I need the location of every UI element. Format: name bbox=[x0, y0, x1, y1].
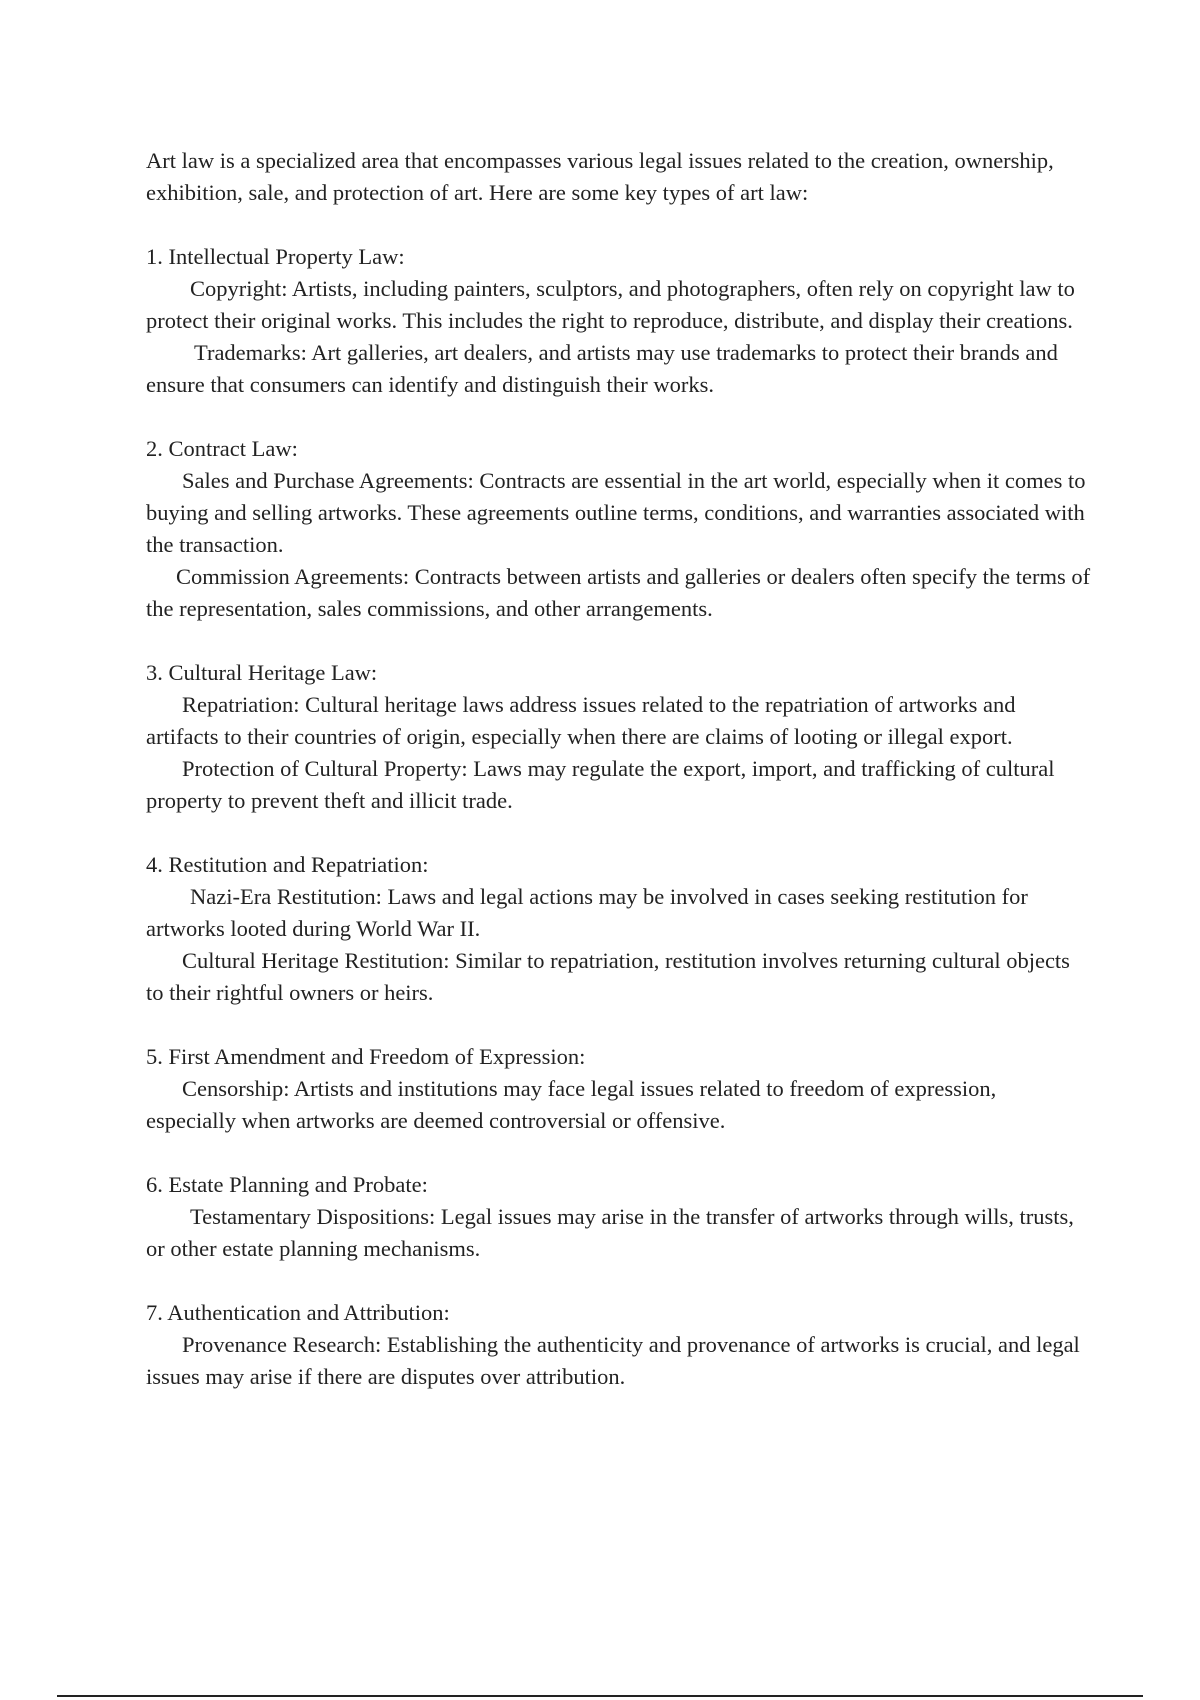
section-item: Repatriation: Cultural heritage laws address issues related to the repatriation of artworks and artifacts to their countries of origin, especially when there are claims of looting or illegal export. bbox=[146, 692, 1016, 749]
section-authentication-attribution bbox=[146, 1297, 1091, 1393]
section-heading: 3. Cultural Heritage Law: bbox=[146, 660, 378, 685]
section-item: Commission Agreements: Contracts between artists and galleries or dealers often specify the terms of the representation, sales commissions, and other arrangements. bbox=[146, 564, 1091, 621]
section-heading: 4. Restitution and Repatriation: bbox=[146, 852, 429, 877]
section-item: Trademarks: Art galleries, art dealers, and artists may use trademarks to protect their brands and ensure that consumers can identify and distinguish their works. bbox=[146, 340, 1058, 397]
section-contract-law bbox=[146, 433, 1091, 625]
footer-divider bbox=[57, 1695, 1143, 1697]
section-heading: 5. First Amendment and Freedom of Expression: bbox=[146, 1044, 586, 1069]
section-item: Sales and Purchase Agreements: Contracts are essential in the art world, especially when it comes to buying and selling artworks. These agreements outline terms, conditions, and warranties associated with the transaction. bbox=[146, 468, 1086, 557]
section-item: Nazi-Era Restitution: Laws and legal actions may be involved in cases seeking restitution for artworks looted during World War II. bbox=[146, 884, 1028, 941]
section-item: Protection of Cultural Property: Laws may regulate the export, import, and trafficking of cultural property to prevent theft and illicit trade. bbox=[146, 756, 1055, 813]
section-estate-planning bbox=[146, 1169, 1091, 1265]
section-item: Copyright: Artists, including painters, sculptors, and photographers, often rely on copyright law to protect their original works. This includes the right to reproduce, distribute, and display their creations. bbox=[146, 276, 1075, 333]
section-item: Testamentary Dispositions: Legal issues may arise in the transfer of artworks through wills, trusts, or other estate planning mechanisms. bbox=[146, 1204, 1074, 1261]
section-restitution-repatriation bbox=[146, 849, 1091, 1009]
section-item: Cultural Heritage Restitution: Similar to repatriation, restitution involves returning cultural objects to their rightful owners or heirs. bbox=[146, 948, 1070, 1005]
section-item: Censorship: Artists and institutions may face legal issues related to freedom of expression, especially when artworks are deemed controversial or offensive. bbox=[146, 1076, 997, 1133]
section-heading: 6. Estate Planning and Probate: bbox=[146, 1172, 428, 1197]
section-cultural-heritage-law bbox=[146, 657, 1091, 817]
section-heading: 1. Intellectual Property Law: bbox=[146, 244, 405, 269]
section-intellectual-property bbox=[146, 241, 1091, 401]
document-body bbox=[146, 145, 1091, 1393]
section-first-amendment bbox=[146, 1041, 1091, 1137]
section-item: Provenance Research: Establishing the authenticity and provenance of artworks is crucial, and legal issues may arise if there are disputes over attribution. bbox=[146, 1332, 1080, 1389]
intro-paragraph: Art law is a specialized area that encompasses various legal issues related to the creation, ownership, exhibition, sale, and protection of art. Here are some key types of art law: bbox=[146, 148, 1054, 205]
section-heading: 2. Contract Law: bbox=[146, 436, 298, 461]
section-heading: 7. Authentication and Attribution: bbox=[146, 1300, 450, 1325]
